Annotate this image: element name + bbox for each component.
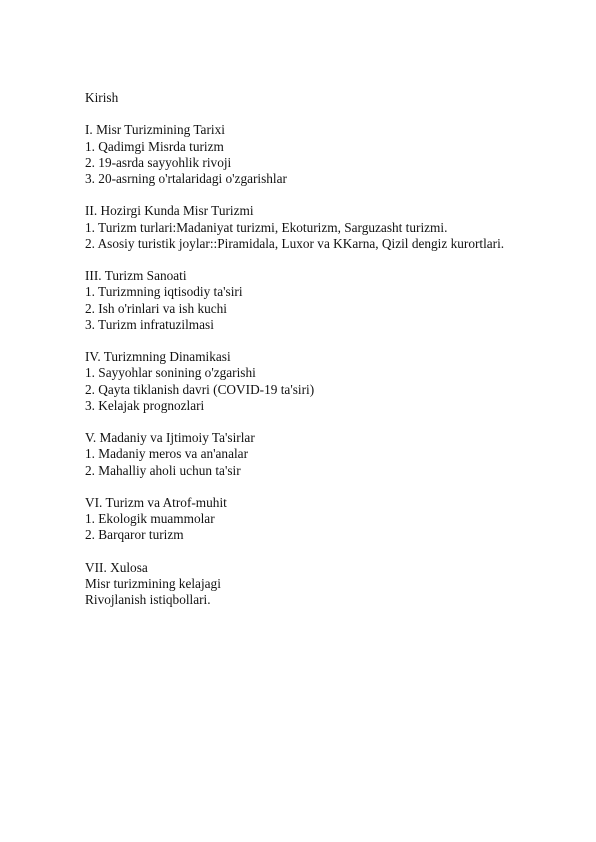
section-7-item-2: Rivojlanish istiqbollari.	[85, 592, 211, 608]
section-5-item-2: 2. Mahalliy aholi uchun ta'sir	[85, 462, 241, 478]
document-body	[85, 90, 505, 608]
section-2-item-1: 1. Turizm turlari:Madaniyat turizmi, Ekoturizm, Sarguzasht turizmi.	[85, 219, 448, 235]
section-4-item-2: 2. Qayta tiklanish davri (COVID-19 ta'siri)	[85, 381, 315, 397]
paragraph-gap	[85, 544, 505, 560]
intro-heading: Kirish	[85, 90, 119, 105]
section-4-item-3: 3. Kelajak prognozlari	[85, 397, 205, 413]
section-heading-1: I. Misr Turizmining Tarixi	[85, 122, 225, 138]
section-3-item-2: 2. Ish o'rinlari va ish kuchi	[85, 300, 227, 316]
paragraph-gap	[85, 333, 505, 349]
section-6-item-1: 1. Ekologik muammolar	[85, 511, 215, 527]
section-6-item-2: 2. Barqaror turizm	[85, 527, 184, 543]
paragraph-gap	[85, 252, 505, 268]
section-1-item-2: 2. 19-asrda sayyohlik rivoji	[85, 154, 232, 170]
section-heading-3: III. Turizm Sanoati	[85, 268, 187, 284]
section-heading-6: VI. Turizm va Atrof-muhit	[85, 494, 227, 510]
paragraph-gap	[85, 187, 505, 203]
section-3-item-3: 3. Turizm infratuzilmasi	[85, 316, 214, 332]
section-7-item-1: Misr turizmining kelajagi	[85, 575, 221, 591]
section-heading-5: V. Madaniy va Ijtimoiy Ta'sirlar	[85, 430, 255, 446]
section-heading-4: IV. Turizmning Dinamikasi	[85, 349, 231, 365]
section-heading-7: VII. Xulosa	[85, 559, 148, 575]
paragraph-gap	[85, 479, 505, 495]
section-4-item-1: 1. Sayyohlar sonining o'zgarishi	[85, 365, 256, 381]
paragraph-gap	[85, 414, 505, 430]
section-1-item-1: 1. Qadimgi Misrda turizm	[85, 138, 224, 154]
section-heading-2: II. Hozirgi Kunda Misr Turizmi	[85, 203, 254, 219]
section-3-item-1: 1. Turizmning iqtisodiy ta'siri	[85, 284, 243, 300]
section-2-item-2: 2. Asosiy turistik joylar::Piramidala, Luxor va KKarna, Qizil dengiz kurortlari.	[85, 235, 505, 251]
section-5-item-1: 1. Madaniy meros va an'analar	[85, 446, 249, 462]
section-1-item-3: 3. 20-asrning o'rtalaridagi o'zgarishlar	[85, 171, 287, 186]
paragraph-gap	[85, 106, 505, 122]
